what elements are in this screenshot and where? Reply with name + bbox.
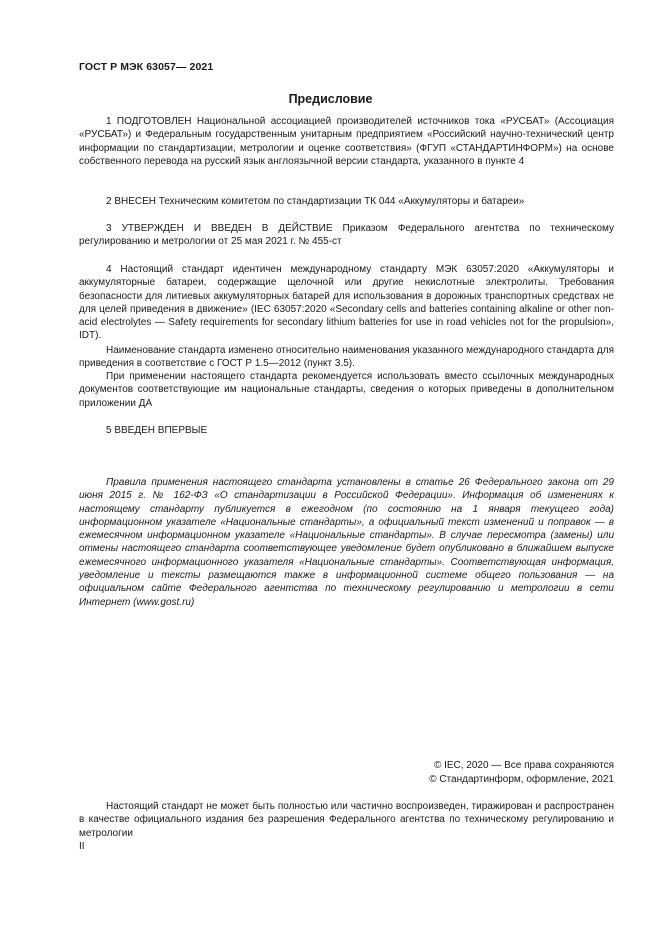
section-4-name-change: Наименование стандарта изменено относительно наименования указанного международного стандарта для приведения в соответствие с ГОСТ Р 1.5—2012 (пункт 3.5). bbox=[79, 345, 614, 370]
rules-of-application-note: Правила применения настоящего стандарта установлены в статье 26 Федерального закона от 29 июня 2015 г. № 162-ФЗ «О стандартизации в Российской Федерации». Информация об изменениях к настоящему стандарту публикуется в ежегодном (по состоянию на 1 января текущего года) информационном указателе «Национальные стандарты», а официальный текст изменений и поправок — в ежемесячном информационном указателе «Национальные стандарты». В случае пересмотра (замены) или отмены настоящего стандарта соответствующее уведомление будет опубликовано в ближайшем выпуске ежемесячного информационного указателя «Национальные стандарты». Соответствующая информация, уведомление и тексты размещаются также в информационной системе общего пользования — на официальном сайте Федерального агентства по техническому регулированию и метрологии в сети Интернет (www.gost.ru) bbox=[79, 477, 614, 608]
reproduction-notice: Настоящий стандарт не может быть полностью или частично воспроизведен, тиражирован и распространен в качестве официального издания без разрешения Федерального агентства по техническому регулированию и метрологии bbox=[79, 801, 614, 839]
section-4-identity: 4 Настоящий стандарт идентичен международному стандарту МЭК 63057:2020 «Аккумуляторы и аккумуляторные батареи, содержащие щелочной или другие некислотные электролиты. Требования безопасности для литиевых аккумуляторных батарей для использования в дорожных транспортных средствах не для целей приведения в движение» (IEC 63057:2020 «Secondary cells and batteries containing alkaline or other non-acid electrolytes — Safety requirements for secondary lithium batteries for use in road vehicles not for the propulsion», IDT). bbox=[79, 264, 614, 342]
section-3-approved: 3 УТВЕРЖДЕН И ВВЕДЕН В ДЕЙСТВИЕ Приказом Федерального агентства по техническому регулированию и метрологии от 25 мая 2021 г. № 455-ст bbox=[79, 223, 614, 248]
copyright-block bbox=[79, 759, 614, 786]
page-number: II bbox=[79, 841, 85, 852]
standard-code-header: ГОСТ Р МЭК 63057— 2021 bbox=[79, 61, 214, 73]
copyright-standartinform: © Стандартинформ, оформление, 2021 bbox=[429, 773, 614, 785]
section-2-introduced-by: 2 ВНЕСЕН Техническим комитетом по стандартизации ТК 044 «Аккумуляторы и батареи» bbox=[106, 196, 525, 207]
copyright-iec: © IEC, 2020 — Все права сохраняются bbox=[433, 760, 614, 771]
section-5-first-introduced: 5 ВВЕДЕН ВПЕРВЫЕ bbox=[106, 425, 208, 436]
section-1-prepared-by: 1 ПОДГОТОВЛЕН Национальной ассоциацией производителей источников тока «РУСБАТ» (Ассоциация «РУСБАТ») и Федеральным государственным унитарным предприятием «Российский научно-технический центр информации по стандартизации, метрологии и оценке соответствия» (ФГУП «СТАНДАРТИНФОРМ») на основе собственного перевода на русский язык англоязычной версии стандарта, указанного в пункте 4 bbox=[79, 116, 614, 167]
page-title: Предисловие bbox=[288, 92, 373, 106]
section-4-references: При применении настоящего стандарта рекомендуется использовать вместо ссылочных международных документов соответствующие им национальные стандарты, сведения о которых приведены в дополнительном приложении ДА bbox=[79, 371, 614, 409]
